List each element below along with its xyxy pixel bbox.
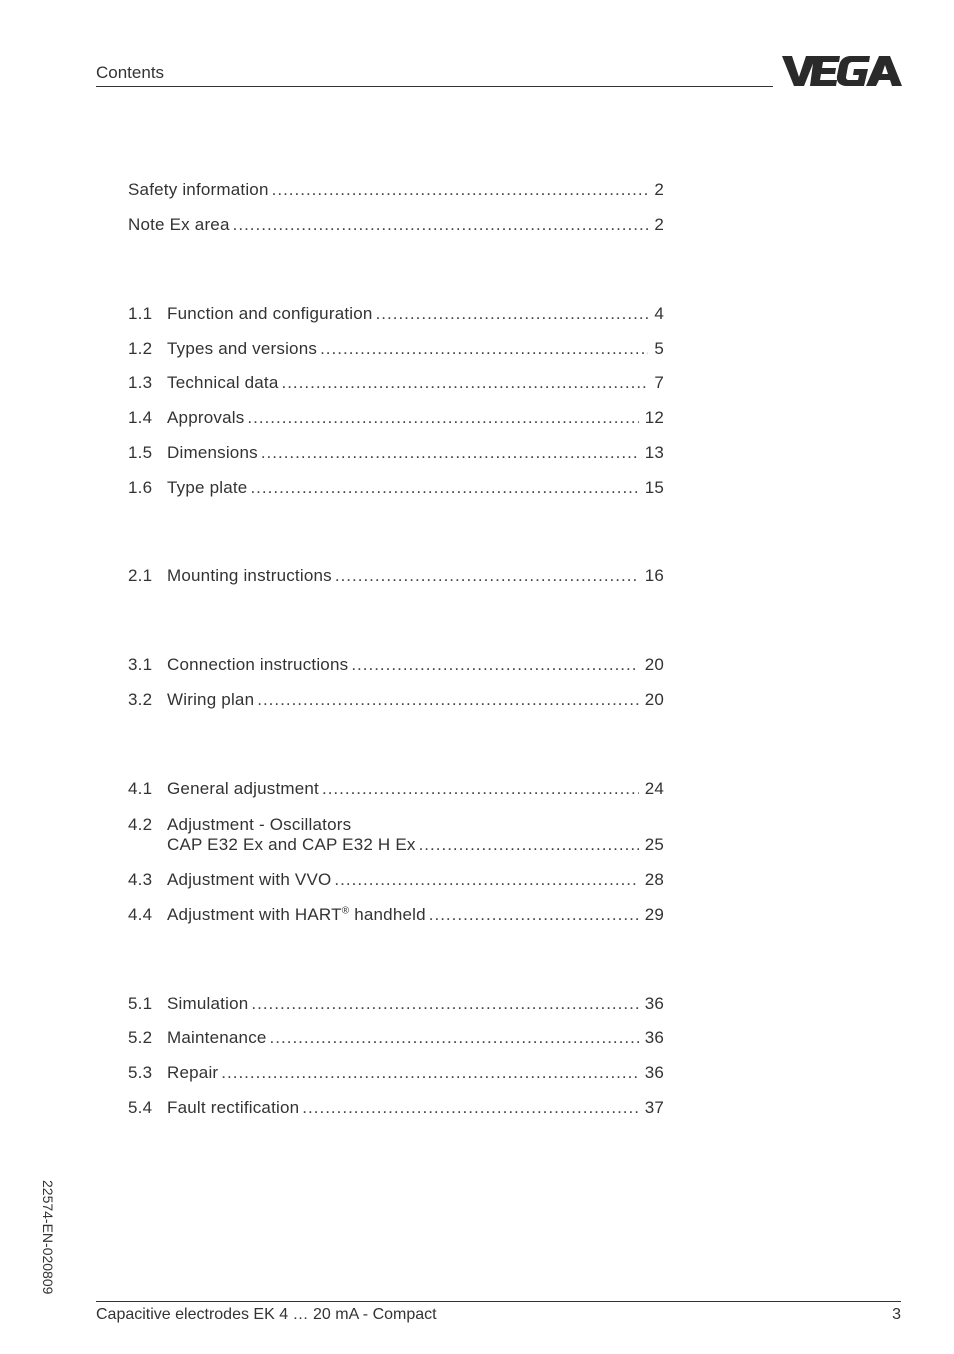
- toc-leader-dots: [233, 215, 649, 235]
- toc-entry-page: 29: [644, 905, 664, 924]
- toc-entry[interactable]: [128, 905, 664, 925]
- toc-leader-dots: [251, 994, 638, 1014]
- toc-entry-number: 4.4: [128, 905, 153, 924]
- toc-entry-page: 12: [644, 408, 664, 427]
- toc-entry[interactable]: [128, 408, 664, 428]
- toc-entry[interactable]: [128, 994, 664, 1014]
- toc-entry-text: Wiring plan: [167, 690, 255, 709]
- toc-entry-page: 20: [644, 690, 664, 709]
- toc-leader-dots: [419, 835, 639, 855]
- toc-entry-page: 7: [654, 373, 664, 392]
- toc-entry[interactable]: [128, 1028, 664, 1048]
- toc-entry-text: Note Ex area: [128, 215, 230, 234]
- toc-entry-text: Function and configuration: [167, 304, 373, 323]
- toc-leader-dots: [261, 443, 639, 463]
- toc-entry[interactable]: [128, 1098, 664, 1118]
- toc-entry-page: 37: [644, 1098, 664, 1117]
- toc-entry[interactable]: [128, 655, 664, 675]
- toc-entry-page: 4: [654, 304, 664, 323]
- toc-entry[interactable]: [128, 779, 664, 799]
- toc-entry-number: 3.1: [128, 655, 153, 674]
- toc-entry-number: 4.1: [128, 779, 153, 798]
- toc-entry[interactable]: [128, 215, 664, 235]
- toc-entry-page: 5: [654, 339, 664, 358]
- toc-entry-page: 2: [654, 180, 664, 199]
- toc-entry-page: 36: [644, 994, 664, 1013]
- toc-entry-number: 4.2: [128, 815, 153, 834]
- toc-entry-number: 5.4: [128, 1098, 153, 1117]
- toc-entry-text: Dimensions: [167, 443, 258, 462]
- toc-entry-page: 20: [644, 655, 664, 674]
- toc-entry-text: General adjustment: [167, 779, 319, 798]
- toc-leader-dots: [334, 870, 638, 890]
- registered-mark: ®: [341, 905, 350, 917]
- toc-entry-number: 1.6: [128, 478, 153, 497]
- toc-entry-text: Fault rectification: [167, 1098, 300, 1117]
- toc-entry-number: 1.5: [128, 443, 153, 462]
- toc-entry-text: Repair: [167, 1063, 219, 1082]
- toc-entry-page: 28: [644, 870, 664, 889]
- toc-entry-page: 16: [644, 566, 664, 585]
- toc-entry[interactable]: [128, 566, 664, 586]
- header-rule: [96, 86, 773, 87]
- toc-entry-page: 13: [644, 443, 664, 462]
- toc-leader-dots: [270, 1028, 639, 1048]
- toc-entry-number: 1.2: [128, 339, 153, 358]
- toc-entry-text: Safety information: [128, 180, 269, 199]
- toc-entry-text: Adjustment with VVO: [167, 870, 332, 889]
- toc-entry-number: 4.3: [128, 870, 153, 889]
- toc-leader-dots: [250, 478, 638, 498]
- toc-entry-text: Mounting instructions: [167, 566, 332, 585]
- toc-entry[interactable]: [128, 180, 664, 200]
- footer-page-number: 3: [892, 1306, 901, 1323]
- toc-entry[interactable]: [128, 373, 664, 393]
- toc-entry-page: 36: [644, 1028, 664, 1047]
- document-code: 22574-EN-020809: [40, 1180, 56, 1295]
- footer-rule: [96, 1301, 901, 1302]
- toc-leader-dots: [320, 339, 648, 359]
- toc-entry-number: 1.3: [128, 373, 153, 392]
- toc-entry-text: Simulation: [167, 994, 249, 1013]
- toc-entry[interactable]: [128, 815, 664, 855]
- toc-leader-dots: [272, 180, 649, 200]
- toc-entry-text: Technical data: [167, 373, 279, 392]
- toc-leader-dots: [257, 690, 638, 710]
- toc-entry-number: 1.4: [128, 408, 153, 427]
- toc-entry-text: Adjustment with HART® handheld: [167, 905, 426, 924]
- toc-leader-dots: [376, 304, 649, 324]
- toc-entry[interactable]: [128, 443, 664, 463]
- toc-entry-text: CAP E32 Ex and CAP E32 H Ex: [167, 835, 416, 854]
- toc-leader-dots: [281, 373, 648, 393]
- toc-entry-number: 5.3: [128, 1063, 153, 1082]
- toc-leader-dots: [302, 1098, 638, 1118]
- toc-leader-dots: [247, 408, 638, 428]
- toc-entry-number: 1.1: [128, 304, 153, 323]
- toc-entry[interactable]: [128, 1063, 664, 1083]
- toc-entry-text: Types and versions: [167, 339, 318, 358]
- toc-leader-dots: [322, 779, 639, 799]
- toc-entry[interactable]: [128, 304, 664, 324]
- toc-entry-page: 15: [644, 478, 664, 497]
- toc-leader-dots: [221, 1063, 638, 1083]
- toc-entry-page: 25: [644, 835, 664, 854]
- toc-entry-text: Type plate: [167, 478, 248, 497]
- toc-entry-number: 5.2: [128, 1028, 153, 1047]
- toc-entry-number: 3.2: [128, 690, 153, 709]
- toc-entry-text: Maintenance: [167, 1028, 267, 1047]
- toc-entry-page: 2: [654, 215, 664, 234]
- toc-entry-page: 36: [644, 1063, 664, 1082]
- toc-entry-text-line1: Adjustment - Oscillators: [167, 815, 352, 834]
- vega-logo: [782, 54, 902, 88]
- toc-entry-page: 24: [644, 779, 664, 798]
- toc-entry[interactable]: [128, 690, 664, 710]
- toc-entry[interactable]: [128, 478, 664, 498]
- toc-leader-dots: [429, 905, 639, 925]
- toc-entry-text: Approvals: [167, 408, 245, 427]
- toc-leader-dots: [351, 655, 638, 675]
- header-title: Contents: [96, 63, 165, 82]
- toc-leader-dots: [335, 566, 639, 586]
- toc-entry[interactable]: [128, 870, 664, 890]
- toc-entry-number: 5.1: [128, 994, 153, 1013]
- toc-entry-text: Connection instructions: [167, 655, 349, 674]
- footer-title: Capacitive electrodes EK 4 … 20 mA - Compact: [96, 1306, 437, 1323]
- toc-entry-number: 2.1: [128, 566, 153, 585]
- toc-entry[interactable]: [128, 339, 664, 359]
